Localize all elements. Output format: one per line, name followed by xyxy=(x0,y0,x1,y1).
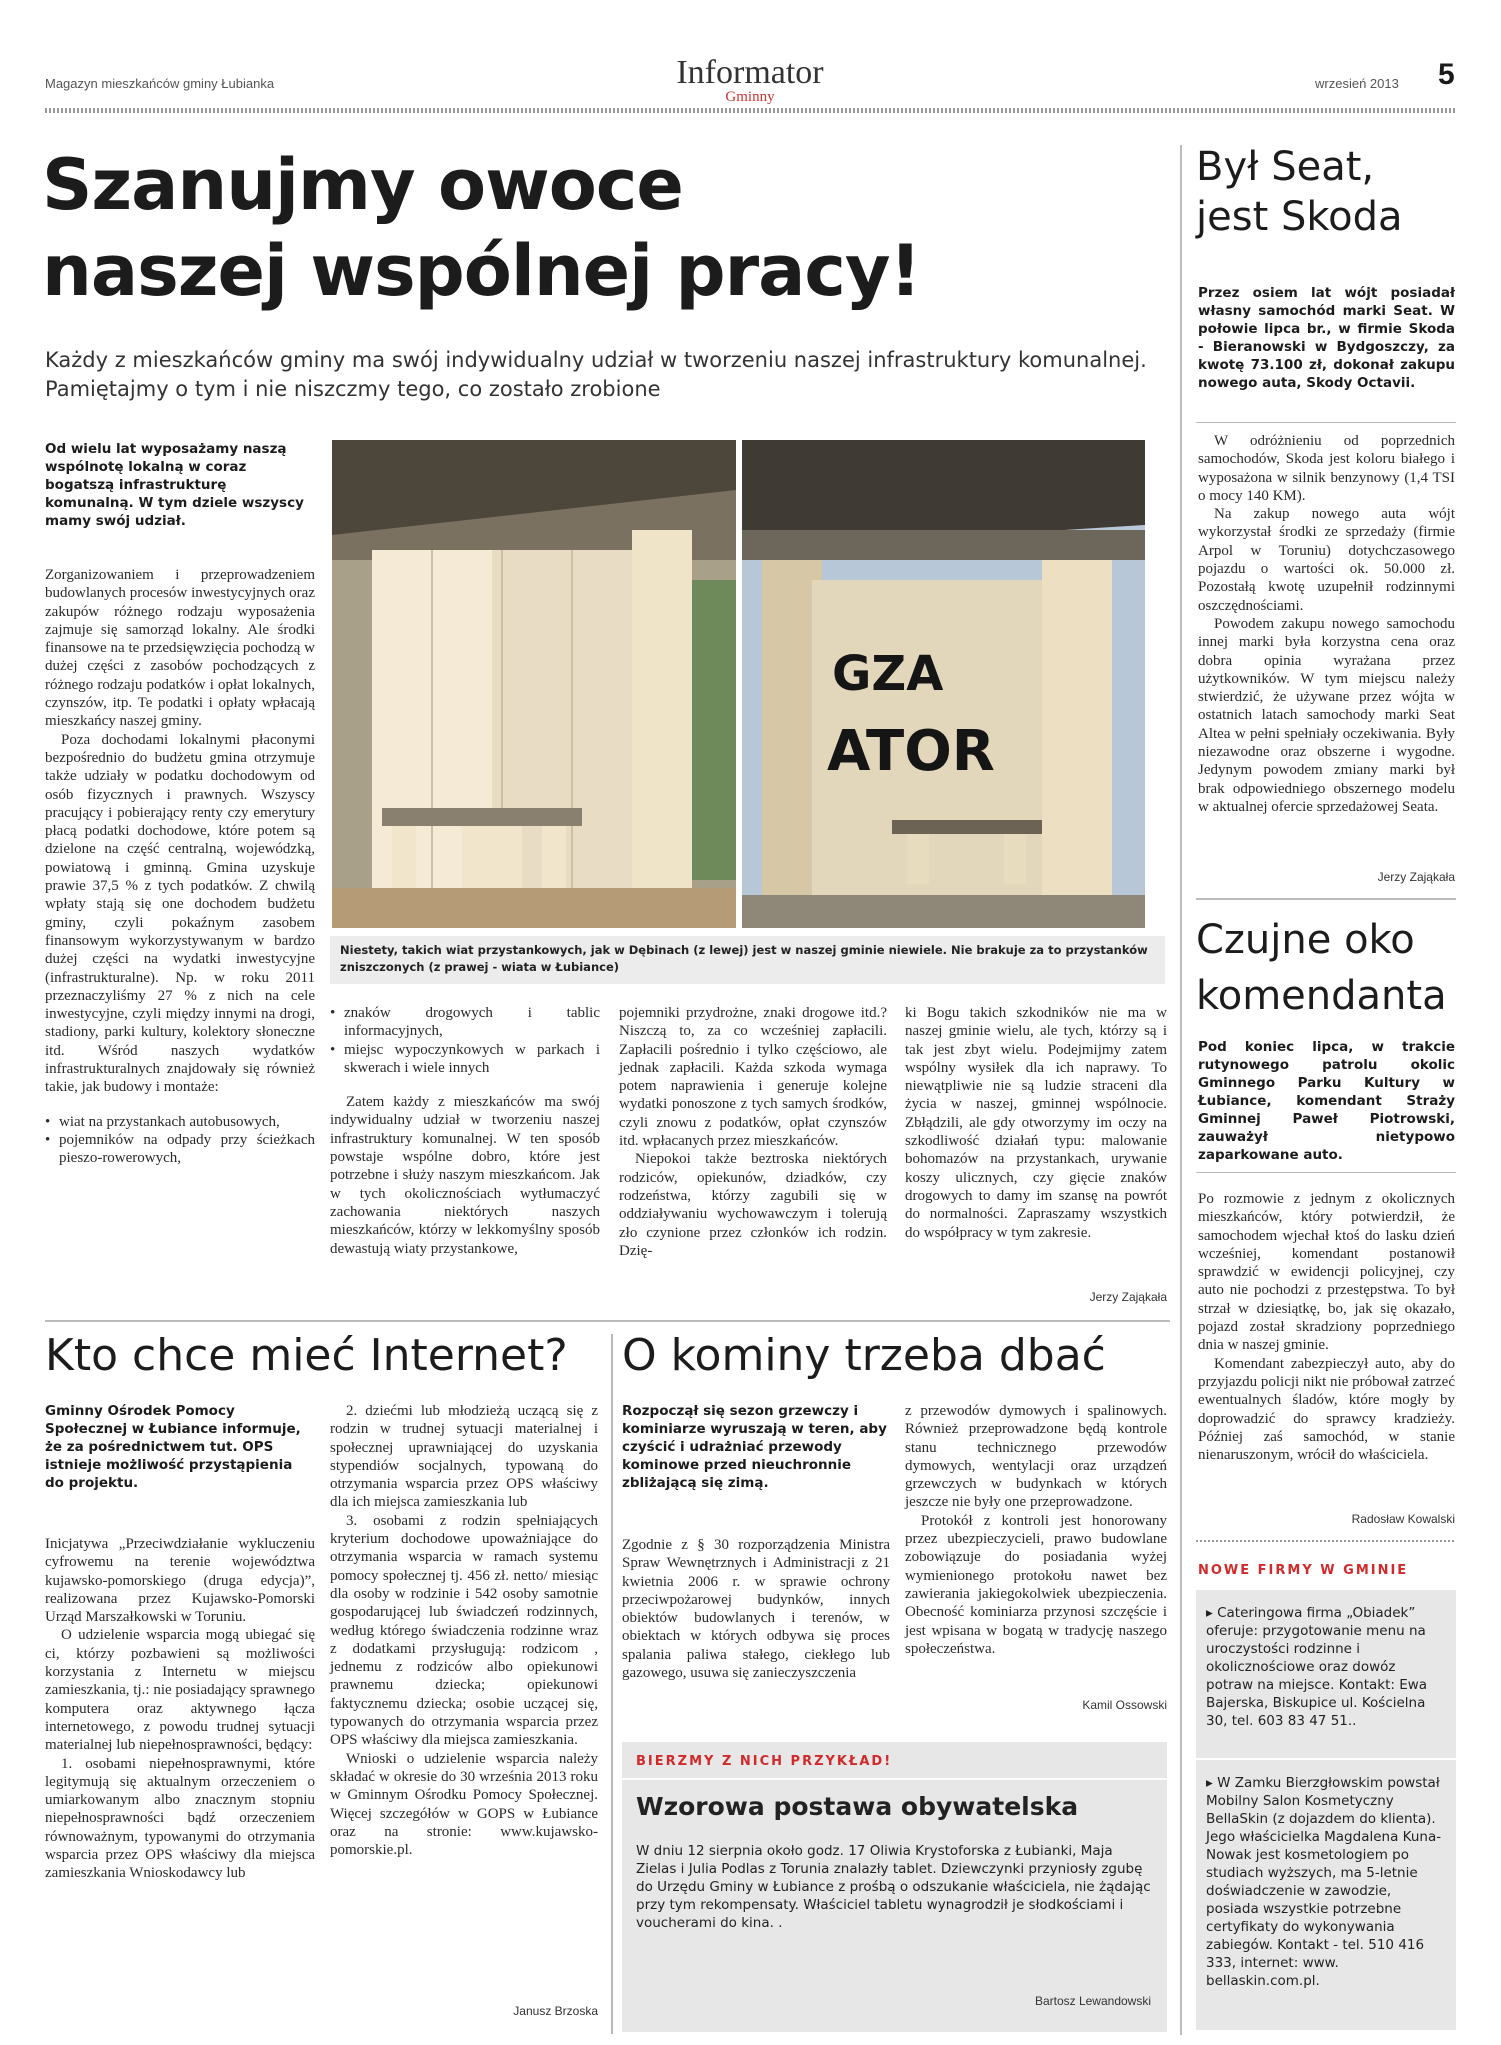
example-text: W dniu 12 sierpnia około godz. 17 Oliwia Krystoforska z Łubianki, Maja Zielas i Julia Podlas z Torunia znalazły tablet. Dziewczynki przyniosły zgubę do Urzędu Gminy w Łubiance z prośbą o odszukanie właściciela, nie żądając przy tym rekompensaty. Właściciel tabletu wynagrodził je słodkościami i voucherami do kina. . xyxy=(636,1843,1151,1931)
list-item: • wiat na przystankach autobusowych, xyxy=(45,1113,315,1131)
main-col1-p1: Zorganizowaniem i przeprowadzeniem budowlanych procesów inwestycyjnych oraz zakupów różnego rodzaju wyposażenia zajmuje się samorząd lokalny. Ale środki finansowe na te przedsięwzięcia pochodzą w dużej części z zasobów pochodzących z różnego rodzaju podatków i opłat lokalnych, czynszów, itp. Te podatki i opłaty wpłacają mieszkańcy naszej gminy. xyxy=(45,567,315,730)
internet-col1-p3: 1. osobami niepełnosprawnymi, które legitymują się aktualnym orzeczeniem o umiarkowanym albo znacznym stopniu niepełnosprawności bądź orzeczeniem równoważnym, typowanymi do otrzymania wsparcia przez OPS właściwy dla miejsca zamieszkania Wnioskodawcy lub xyxy=(45,1755,315,1882)
main-col3-p2: Niepokoi także beztroska niektórych rodziców, opiekunów, dziadków, czy rodzeństwa, którzy zagubili się w oddziaływaniu wychowawczym i tolerują zło czynione przez członków ich rodzin. Dzię- xyxy=(619,1151,887,1259)
oko-lead: Pod koniec lipca, w trakcie rutynowego patrolu okolic Gminnego Parku Kultury w Łubiance, komendant Straży Gminnej Paweł Piotrowski, zauważył nietypowo zaparkowane auto. xyxy=(1198,1039,1455,1163)
main-byline: Jerzy Zająkała xyxy=(1089,1290,1167,1304)
seat-byline: Jerzy Zająkała xyxy=(1377,870,1455,884)
main-deck: Każdy z mieszkańców gminy ma swój indywidualny udział w tworzeniu naszej infrastruktury komunalnej. Pamiętajmy o tym i nie niszczmy tego, co zostało zrobione xyxy=(45,348,1147,401)
internet-col2-p3: Wnioski o udzielenie wsparcia należy składać w okresie do 30 września 2013 roku w Gminnym Ośrodku Pomocy Społecznej. Więcej szczegółów w GOPS w Łubiance oraz na stronie: www.kujawsko-pomorskie.pl. xyxy=(330,1750,598,1859)
masthead xyxy=(640,56,860,104)
masthead-title: Informator xyxy=(676,54,824,91)
main-lead: Od wielu lat wyposażamy naszą wspólnotę lokalną w coraz bogatszą infrastrukturę komunalną. W tym dziele wszyscy mamy swój udział. xyxy=(45,441,304,529)
kominy-col-1 xyxy=(622,1536,890,1682)
kominy-byline: Kamil Ossowski xyxy=(1082,1698,1167,1712)
main-col-3 xyxy=(619,1004,887,1260)
arrow-icon: ▸ xyxy=(1206,1605,1218,1621)
sidebar-divider xyxy=(1180,145,1182,2035)
main-bullets-1 xyxy=(45,1113,315,1168)
kominy-lead: Rozpoczął się sezon grzewczy i kominiarze wyruszają w teren, aby czyścić i udrażniać przewody kominowe przed nieuchronnie zbliżającą się zimą. xyxy=(622,1403,887,1491)
internet-title: Kto chce mieć Internet? xyxy=(45,1330,568,1381)
issue-date: wrzesień 2013 xyxy=(1315,76,1399,91)
internet-col1-p2: O udzielenie wsparcia mogą ubiegać się ci, którzy pozbawieni są możliwości korzystania z Internetu w miejscu zamieszkania, tj.: nie posiadający sprawnego komputera oraz aktywnego łącza internetowego, z powodu trudnej sytuacji materialnej lub niepełnosprawności, będący: xyxy=(45,1627,315,1754)
list-item: • pojemników na odpady przy ścieżkach pieszo-rowerowych, xyxy=(45,1131,315,1168)
main-col2-p1: Zatem każdy z mieszkańców ma swój indywidualny udział w tworzeniu naszej infrastruktury komunalnej. W ten sposób powstaje wspólne dobro, które jest potrzebne i służy naszym mieszkańcom. Jak w tych okolicznościach wytłumaczyć zachowania niektórych naszych mieszkańców, którzy w lekkomyślny sposób dewastują wiaty przystankowe, xyxy=(330,1094,600,1257)
seat-title xyxy=(1196,142,1456,242)
internet-col1-p1: Inicjatywa „Przeciwdziałanie wykluczeniu cyfrowemu na terenie województwa kujawsko-pomorskiego (druga edycja)”, realizowana przez Kujawsko-Pomorski Urząd Marszałkowski w Toruniu. xyxy=(45,1536,315,1626)
seat-title-line-2: jest Skoda xyxy=(1196,194,1403,240)
kominy-title: O kominy trzeba dbać xyxy=(622,1330,1106,1381)
oko-rule xyxy=(1196,1172,1456,1173)
oko-body xyxy=(1198,1190,1455,1464)
seat-p1: W odróżnieniu od poprzednich samochodów, Skoda jest koloru białego i wyposażona w silnik benzynowy (1,4 TSI o mocy 140 KM). xyxy=(1198,433,1455,504)
headline-line-2: naszej wspólnej pracy! xyxy=(42,230,921,312)
example-byline: Bartosz Lewandowski xyxy=(1034,1994,1151,2008)
damaged-shelter-photo-right xyxy=(742,440,1145,928)
oko-p1: Po rozmowie z jednym z okolicznych mieszkańców, który potwierdził, że samochodem wjechał ktoś do lasku dzień wcześniej, komendant postanowił sprawdzić w ewidencji policyjnej, czy auto nie pochodzi z przestępstwa. To był strzał w dziesiątkę, bo, jak się okazało, pojazd został skradziony poprzedniego dnia w naszej gminie. xyxy=(1198,1191,1455,1354)
firmy-tag: NOWE FIRMY W GMINIE xyxy=(1198,1563,1409,1578)
list-item xyxy=(1206,1774,1446,1990)
oko-byline: Radosław Kowalski xyxy=(1351,1512,1455,1526)
main-col-2 xyxy=(330,1004,600,1258)
page-number: 5 xyxy=(1438,58,1455,91)
example-title: Wzorowa postawa obywatelska xyxy=(636,1792,1079,1821)
photo-caption: Niestety, takich wiat przystankowych, jak w Dębinach (z lewej) jest w naszej gminie niewiele. Nie brakuje za to przystanków zniszczonych (z prawej - wiata w Łubiance) xyxy=(330,936,1165,984)
seat-rule xyxy=(1196,422,1456,423)
main-col1-p2: Poza dochodami lokalnymi płaconymi bezpośrednio do budżetu gmina otrzymuje także udziały w podatku dochodowym od osób fizycznych i prawnych. Wszyscy pracujący i pobierający renty czy emerytury płacą podatki dochodowe, które potem są dzielone na część centralną, wojewódzką, powiatową i gminną. Gmina uzyskuje prawie 37,5 % z tych podatków. Z chwilą wpłaty stają się one dochodem budżetu gminy, czyli pokaźnym zasobem finansowym wykorzystywanym w bardzo dużej części na wydatki inwestycyjne (infrastrukturalne). Np. w roku 2011 przeznaczyliśmy 27 % z nich na cele inwestycyjne, czyli między innymi na drogi, stadiony, parki kultury, kolektory słoneczne itd. Wśród naszych wydatków infrastrukturalnych znajdowały się również takie, jak budowy i montaże: xyxy=(45,731,315,1096)
internet-col-2 xyxy=(330,1402,598,1859)
main-bullets-2 xyxy=(330,1004,600,1077)
main-col3-p1: pojemniki przydrożne, znaki drogowe itd.? Niszczą to, za co wcześniej zapłacili. Zapłacili pośrednio i tylko częściowo, ale jednak zapłacili. Każda szkoda wymaga potem naprawienia i generuje kolejne wydatki ponoszone z tych samych środków, czyli znowu z podatków, opłat czynszów itd. wpłacanych przez mieszkańców. xyxy=(619,1005,887,1150)
internet-col-1 xyxy=(45,1535,315,1883)
example-tag: BIERZMY Z NICH PRZYKŁAD! xyxy=(636,1754,893,1769)
kominy-col-2 xyxy=(905,1402,1167,1658)
firmy-box xyxy=(1196,1590,1456,2030)
oko-title-line-2: komendanta xyxy=(1196,973,1447,1019)
section-divider xyxy=(45,1320,1170,1322)
oko-title-line-1: Czujne oko xyxy=(1196,917,1415,963)
masthead-subtitle: Gminny xyxy=(725,89,775,105)
graffiti-text-1: GZA xyxy=(832,646,944,702)
example-box xyxy=(622,1742,1167,2032)
headline-line-1: Szanujmy owoce xyxy=(42,144,683,226)
kominy-col2-p1: z przewodów dymowych i spalinowych. Również przeprowadzone będą kontrole stanu technicznego przewodów dymowych, wentylacji oraz urządzeń grzewczych w budynkach w których jeszcze nie były one przeprowadzone. xyxy=(905,1403,1167,1511)
firmy-divider xyxy=(1196,1758,1456,1760)
header-rule xyxy=(45,108,1455,113)
seat-title-line-1: Był Seat, xyxy=(1196,144,1375,190)
list-item: • miejsc wypoczynkowych w parkach i skwerach i wiele innych xyxy=(330,1041,600,1078)
seat-p3: Powodem zakupu nowego samochodu innej marki była korzystna cena oraz dobra opinia wyrażana przez użytkowników. W tym miejscu należy stwierdzić, że używane przez wójta w ostatnich latach samochody marki Seat Altea w pełni spełniały oczekiwania. Były niezawodne oraz obszerne i wygodne. Jedynym powodem zmiany marki był brak odpowiedniego obszernego modelu w aktualnej ofercie sprzedażowej Seata. xyxy=(1198,615,1455,815)
bus-shelter-photo-left xyxy=(332,440,736,928)
main-col-4 xyxy=(905,1004,1167,1242)
magazine-name: Magazyn mieszkańców gminy Łubianka xyxy=(45,76,275,91)
internet-col2-p2: 3. osobami z rodzin spełniających kryterium dochodowe upoważniające do otrzymania wsparcia w ramach systemu pomocy społecznej tj. 456 zł. netto/ miesiąc dla osoby w rodzinie i 542 osoby samotnie gospodarującej lub świadczeń rodzinnych, według którego świadczenia rodzinne wraz z dodatkami przysługują: rodzicom , jednemu z rodziców albo opiekunowi prawnemu dziecka; opiekunowi faktycznemu dziecka; osobie uczącej się, typowanych do otrzymania wsparcia przez OPS właściwy dla miejsca zamieszkania. xyxy=(330,1512,598,1749)
seat-p2: Na zakup nowego auta wójt wykorzystał środki ze sprzedaży (firmie Arpol w Toruniu) dotychczasowego pojazdu o wartości ok. 50.000 zł. Pozostałą kwotę uzupełnił rodzinnymi oszczędnościami. xyxy=(1198,506,1455,614)
oko-title xyxy=(1196,912,1456,1024)
kominy-col2-p2: Protokół z kontroli jest honorowany przez ubezpieczycieli, prawo budowlane zobowiązuje do posiadania wyżej wymienionego protokołu nawet bez zawierania jakiegokolwiek ubezpieczenia. Obecność kominiarza przynosi szczęście i jest wpisana w bogatą w tradycję naszego społeczeństwa. xyxy=(905,1512,1167,1657)
oko-p2: Komendant zabezpieczył auto, aby do przyjazdu policji nikt nie próbował zatrzeć ewentualnych śladów, które mogły by doprowadzić do sprawcy kradzieży. Później zaś samochód, w stanie nienaruszonym, wrócił do właściciela. xyxy=(1198,1355,1455,1464)
list-item: • znaków drogowych i tablic informacyjnych, xyxy=(330,1004,600,1041)
firm-1-text: Cateringowa firma „Obiadek” oferuje: przygotowanie menu na uroczystości rodzinne i okolicznościowe oraz dowóz potraw na miejsce. Kontakt: Ewa Bajerska, Biskupice ul. Kościelna 30, tel. 603 83 47 51.. xyxy=(1206,1605,1428,1729)
list-item xyxy=(1206,1604,1446,1730)
main-col-1 xyxy=(45,566,315,1168)
arrow-icon: ▸ xyxy=(1206,1775,1218,1791)
seat-body xyxy=(1198,432,1455,816)
main-col4-p1: ki Bogu takich szkodników nie ma w naszej gminie wielu, ale tych, którzy są i tak jest zbyt wielu. Podejmijmy zatem wspólny wysiłek dla ich naprawy. To niewątpliwie nie są ludzie straceni dla życia w naszej, gminnej wspólnocie. Zbłądzili, ale gdy otworzymy im oczy na szkodliwość działań typu: malowanie bohomazów na przystankach, urywanie koszy ulicznych, czy gięcie znaków drogowych to damy im szansę na powrót do normalności. Zapraszamy wszystkich do współpracy w tym zakresie. xyxy=(905,1005,1167,1241)
internet-lead: Gminny Ośrodek Pomocy Społecznej w Łubiance informuje, że za pośrednictwem tut. OPS istnieje możliwość przystąpienia do projektu. xyxy=(45,1403,301,1491)
sidebar-section-rule xyxy=(1196,898,1456,900)
main-headline xyxy=(42,142,1162,314)
internet-byline: Janusz Brzoska xyxy=(513,2004,598,2018)
column-divider xyxy=(611,1334,613,2034)
seat-lead: Przez osiem lat wójt posiadał własny samochód marki Seat. W połowie lipca br., w firmie Skoda - Bieranowski w Bydgoszczy, za kwotę 73.100 zł, dokonał zakupu nowego auta, Skody Octavii. xyxy=(1198,285,1455,391)
firmy-rule xyxy=(1196,1540,1456,1542)
firm-2-text: W Zamku Bierzgłowskim powstał Mobilny Salon Kosmetyczny BellaSkin (z dojazdem do klienta). Jego właścicielka Magdalena Kuna-Nowak jest kosmetologiem po studiach wyższych, ma 5-letnie doświadczenie w zawodzie, posiada wszystkie potrzebne certyfikaty do wykonywania zabiegów. Kontakt - tel. 510 416 333, internet: www. bellaskin.com.pl. xyxy=(1206,1775,1442,1989)
graffiti-text-2: ATOR xyxy=(827,719,995,784)
example-rule xyxy=(622,1778,1167,1780)
kominy-col1-p1: Zgodnie z § 30 rozporządzenia Ministra Spraw Wewnętrznych i Administracji z 21 kwietnia 2006 r. w sprawie ochrony przeciwpożarowej budynków, innych obiektów budowlanych i terenów, w obiektach w których odbywa się proces spalania paliwa stałego, ciekłego lub gazowego, usuwa się zanieczyszczenia xyxy=(622,1537,890,1682)
internet-col2-p1: 2. dziećmi lub młodzieżą uczącą się z rodzin w trudnej sytuacji materialnej i społecznej uprawniającej do uzyskania stypendiów socjalnych, typowaną do otrzymania wsparcia przez OPS właściwy dla ich miejsca zamieszkania lub xyxy=(330,1403,598,1511)
